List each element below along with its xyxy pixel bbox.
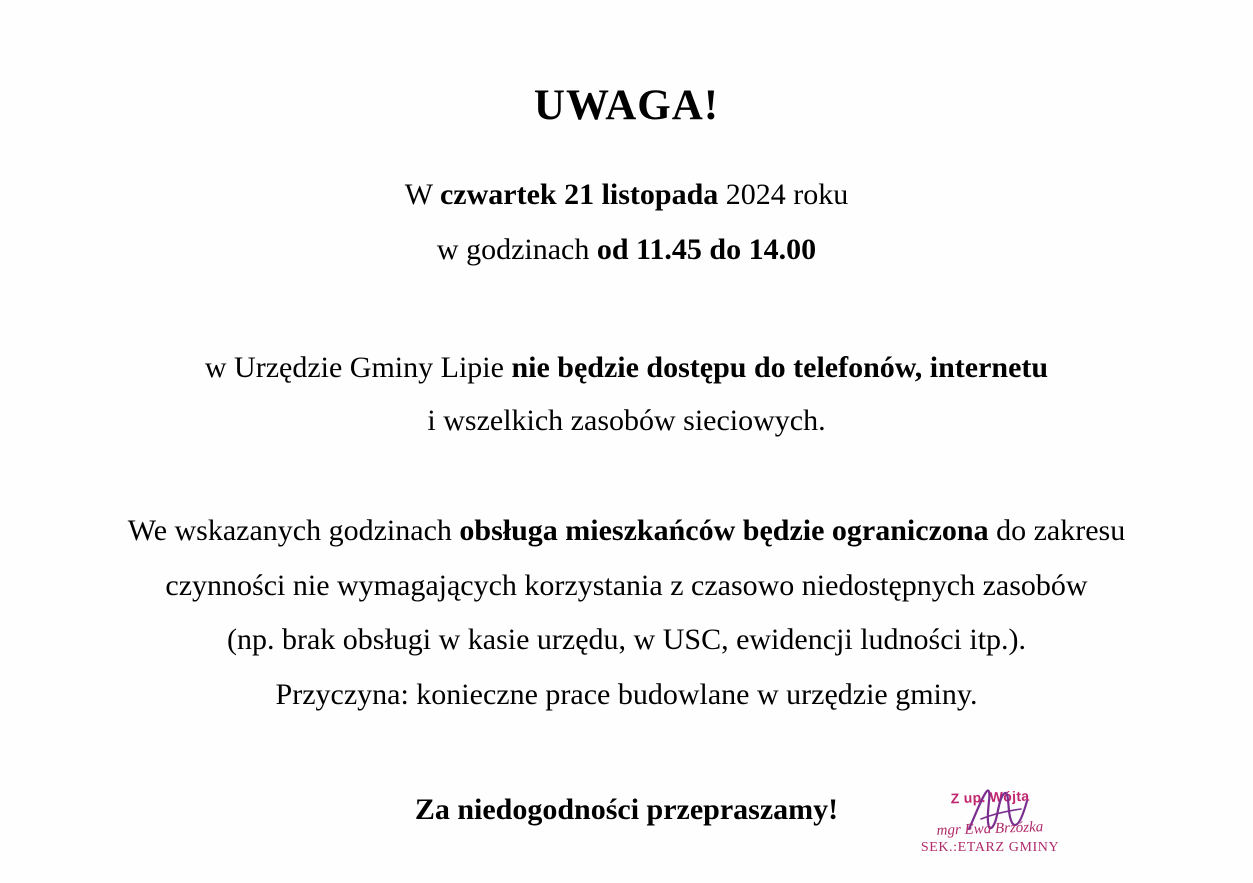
signature-name: mgr Ewa Brzózka xyxy=(936,819,1044,839)
signature-authority-label: Z up. Wójta xyxy=(950,787,1030,807)
notice-limit-line-2: czynności nie wymagających korzystania z czasowo niedostępnych zasobów xyxy=(165,568,1088,602)
when-line-2-bold: od 11.45 do 14.00 xyxy=(596,232,817,266)
page-title: UWAGA! xyxy=(533,82,720,129)
notice-reason-line: Przyczyna: konieczne prace budowlane w urzędzie gminy. xyxy=(275,677,978,711)
notice-limit-line-3: (np. brak obsługi w kasie urzędu, w USC, ewidencji ludności itp.). xyxy=(226,623,1027,657)
when-line-1-pre: W xyxy=(404,178,440,212)
limit-line-1-bold: obsługa mieszkańców będzie ograniczona xyxy=(459,514,989,548)
signature-role: SEK.:ETARZ GMINY xyxy=(920,840,1060,855)
notice-when-line-2 xyxy=(0,230,1253,271)
when-line-1-bold: czwartek 21 listopada xyxy=(439,178,719,212)
limit-line-1-post: do zakresu xyxy=(988,514,1126,548)
limit-line-1-pre: We wskazanych godzinach xyxy=(127,514,460,548)
notice-apology: Za niedogodności przepraszamy! xyxy=(414,793,839,827)
notice-where-line-1 xyxy=(0,348,1253,389)
notice-when-line-1 xyxy=(0,175,1253,216)
when-line-1-post: 2024 roku xyxy=(718,178,849,212)
notice-limit-line-1 xyxy=(0,511,1253,552)
signature-stamp xyxy=(895,789,1085,871)
when-line-2-pre: w godzinach xyxy=(436,232,597,266)
where-line-1-bold: nie będzie dostępu do telefonów, internetu xyxy=(511,351,1049,385)
where-line-1-pre: w Urzędzie Gminy Lipie xyxy=(204,351,512,385)
notice-where-line-2: i wszelkich zasobów sieciowych. xyxy=(427,403,826,437)
